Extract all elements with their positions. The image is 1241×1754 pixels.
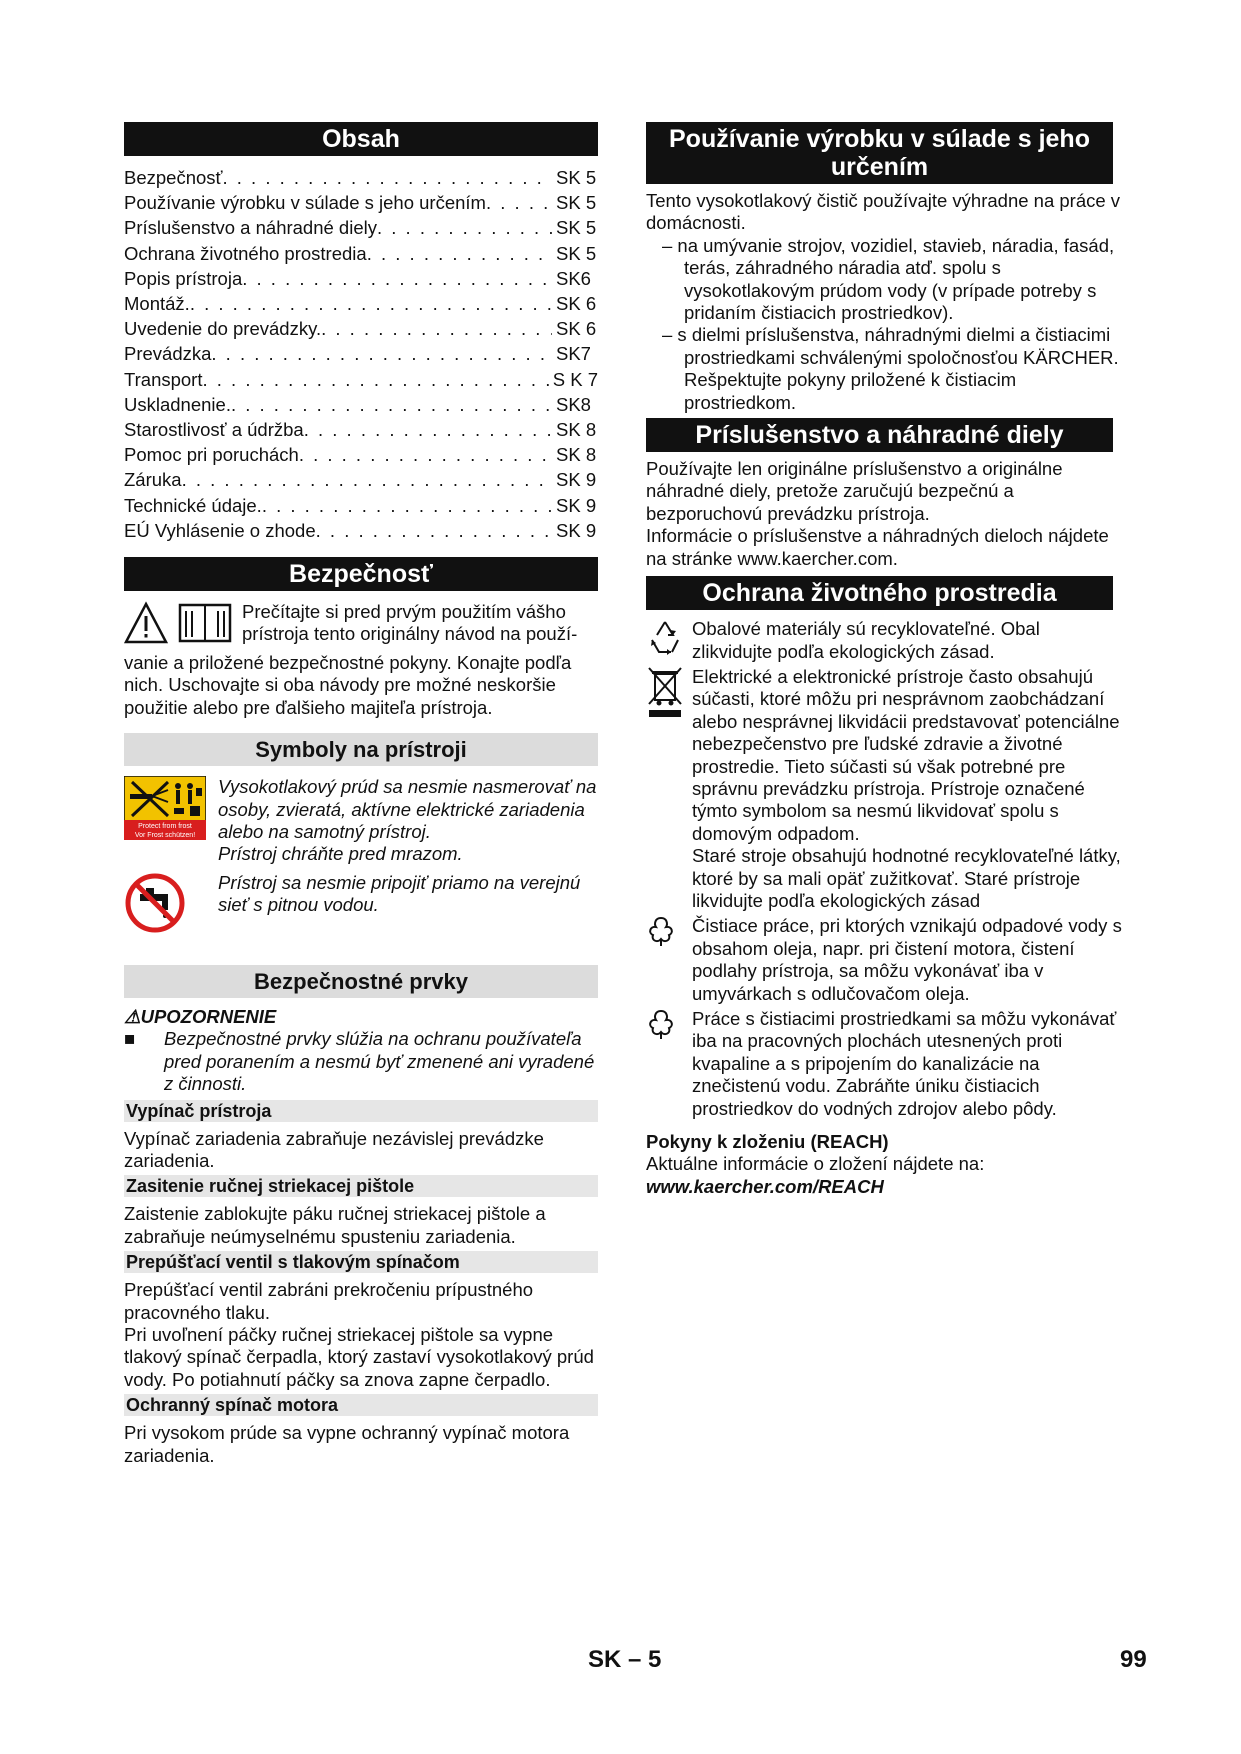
intended-use-item-2: – s dielmi príslušenstva, náhradnými dielmi a čistiacimi prostriedkami schválenými spoločnosťou KÄRCHER. Rešpektujte pokyny priložené k čistiacim prostriedkom. — [662, 324, 1119, 413]
symbols-heading: Symboly na prístroji — [124, 733, 598, 766]
toc-entry[interactable] — [124, 417, 598, 442]
weee-text: Elektrické a elektronické prístroje často obsahujú súčasti, ktoré môžu pri nesprávnom zaobchádzaní alebo nesprávnej likvidácii predstavovať potenciálne nebezpečenstvo pre ľudské zdravie a životné prostredie. Tieto súčasti sú však potrebné pre správnu prevádzku prístroja. Prístroje označené týmto symbolom sa nesmú likvidovať spolu s domovým odpadom. — [692, 665, 1120, 844]
weee-row — [646, 666, 1124, 912]
toc-entry[interactable] — [124, 241, 598, 266]
toc-leader-dots — [299, 442, 552, 467]
reach-heading: Pokyny k zloženiu (REACH) — [646, 1131, 889, 1153]
frost-warning-text: Prístroj chráňte pred mrazom. — [218, 843, 463, 865]
symbol-jet-row — [124, 776, 598, 866]
manual-book-icon — [180, 605, 230, 641]
jet-warning-text: Vysokotlakový prúd sa nesmie nasmerovať na osoby, zvieratá, aktívne elektrické zariadenia alebo na samotný prístroj. — [218, 776, 597, 843]
protect-de-text: Vor Frost schützen! — [134, 832, 196, 840]
toc-entry-page: SK 6 — [556, 293, 597, 315]
right-column — [646, 122, 1124, 1198]
environment-heading: Ochrana životného prostredia — [646, 576, 1113, 610]
toc-entry[interactable] — [124, 442, 598, 467]
toc-entry-page: SK8 — [556, 393, 591, 415]
toc-leader-dots — [262, 493, 552, 518]
toc-entry-label: Starostlivosť a údržba — [124, 419, 304, 441]
toc-entry[interactable] — [124, 266, 598, 291]
toc-entry-label: EÚ Vyhlásenie o zhode — [124, 519, 316, 541]
toc-entry[interactable] — [124, 190, 598, 215]
toc-entry[interactable] — [124, 367, 598, 392]
toc-entry-page: SK 5 — [556, 242, 597, 264]
toc-entry-page: SK 5 — [556, 167, 597, 188]
toc-entry[interactable] — [124, 493, 598, 518]
toc-entry[interactable] — [124, 165, 598, 190]
safety-intro — [124, 601, 598, 719]
toc-entry-label: Uvedenie do prevádzky. — [124, 318, 322, 340]
toc-entry-label: Montáž. — [124, 293, 190, 315]
toc-leader-dots — [182, 467, 552, 492]
toc-heading: Obsah — [124, 122, 598, 156]
recycle-row — [646, 618, 1124, 663]
safety-intro-line1: Prečítajte si pred prvým použitím vášho — [242, 601, 566, 623]
safety-intro-line2: prístroja tento originálny návod na použí- — [242, 623, 578, 645]
toc-entry[interactable] — [124, 518, 598, 543]
water-warning-text: Prístroj sa nesmie pripojiť priamo na verejnú sieť s pitnou vodou. — [218, 871, 581, 916]
toc-leader-dots — [486, 190, 552, 215]
toc-entry-label: Popis prístroja — [124, 267, 243, 289]
toc-entry[interactable] — [124, 467, 598, 492]
toc-entry-label: Transport — [124, 368, 203, 390]
intended-use-heading: Používanie výrobku v súlade s jeho určením — [646, 122, 1113, 184]
toc-entry-page: SK 9 — [556, 469, 597, 491]
toc-entry-label: Záruka — [124, 469, 182, 491]
toc-entry-label: Technické údaje. — [124, 494, 262, 516]
valve-heading: Prepúšťací ventil s tlakovým spínačom — [124, 1251, 598, 1273]
oil-text: Čistiace práce, pri ktorých vznikajú odpadové vody s obsahom oleja, napr. pri čistení motora, čistení podlahy prístroja, sa môžu vykonávať iba v umyvárkach s odlučovačom oleja. — [692, 915, 1122, 1004]
toc-entry-page: SK 8 — [556, 444, 597, 466]
warning-small-icon: ⚠ — [124, 1005, 141, 1027]
toc-entry-label: Príslušenstvo a náhradné diely — [124, 217, 377, 239]
toc-entry-page: SK 9 — [556, 494, 597, 516]
no-spray-at-people-icon — [124, 776, 206, 840]
toc-entry-page: SK6 — [556, 267, 591, 289]
toc-entry-page: SK 5 — [556, 217, 597, 239]
detergent-text: Práce s čistiacimi prostriedkami sa môžu vykonávať iba na pracovných plochách utesnených proti kvapaline a s pripojením do kanalizácie na znečistenú vodu. Zabráňte úniku čistiacich prostriedkov do vodných zdrojov alebo pôdy. — [692, 1008, 1117, 1119]
toc-leader-dots — [222, 165, 552, 190]
jet-frost-label — [124, 776, 218, 845]
toc-entry[interactable] — [124, 215, 598, 240]
accessories-heading: Príslušenstvo a náhradné diely — [646, 418, 1113, 452]
toc-leader-dots — [202, 367, 548, 392]
safety-heading: Bezpečnosť — [124, 557, 598, 591]
valve-text-1: Prepúšťací ventil zabráni prekročeniu prípustného pracovného tlaku. — [124, 1279, 534, 1323]
toc-entry[interactable] — [124, 316, 598, 341]
recycling-icon — [646, 618, 684, 656]
oil-water-hint-icon — [646, 915, 676, 947]
motor-text: Pri vysokom prúde sa vypne ochranný vypínač motora zariadenia. — [124, 1422, 570, 1466]
toc-entry-page: S K 7 — [552, 368, 598, 390]
toc-entry[interactable] — [124, 341, 598, 366]
old-devices-text: Staré stroje obsahujú hodnotné recyklovateľné látky, ktoré by sa mali opäť zužitkovať. Staré prístroje likvidujte podľa ekologických zásad — [692, 845, 1121, 911]
motor-heading: Ochranný spínač motora — [124, 1394, 598, 1416]
toc-entry[interactable] — [124, 291, 598, 316]
toc-leader-dots — [377, 215, 552, 240]
accessories-text-1: Používajte len originálne príslušenstvo a originálne náhradné diely, pretože zaručujú bezpečnú a bezporuchovú prevádzku prístroja. — [646, 458, 1063, 524]
symbol-water-row — [124, 872, 598, 939]
toc-leader-dots — [231, 392, 552, 417]
toc-leader-dots — [242, 266, 552, 291]
toc-entry-page: SK 5 — [556, 192, 597, 214]
warning-label-row — [124, 1006, 598, 1028]
square-bullet-icon: ■ — [124, 1028, 136, 1050]
safety-icons — [124, 601, 242, 652]
toc-entry-label: Bezpečnosť — [124, 167, 223, 188]
toc-leader-dots — [190, 291, 552, 316]
toc-entry-page: SK 9 — [556, 519, 597, 541]
accessories-text-2: Informácie o príslušenstve a náhradných dieloch nájdete na stránke www.kaercher.com. — [646, 525, 1109, 569]
reach-text: Aktuálne informácie o zložení nájdete na: — [646, 1153, 985, 1175]
crossed-bin-icon — [646, 666, 684, 720]
toc-leader-dots — [211, 341, 552, 366]
gun-lock-heading: Zasitenie ručnej striekacej pištole — [124, 1175, 598, 1197]
toc-entry-label: Používanie výrobku v súlade s jeho určením — [124, 192, 486, 214]
valve-text-2: Pri uvoľnení páčky ručnej striekacej pištole sa vypne tlakový spínač čerpadla, ktorý zastaví vysokotlakový prúd vody. Po potiahnutí páčky sa znova zapne čerpadlo. — [124, 1323, 594, 1390]
page-number: 99 — [1120, 1646, 1147, 1673]
warning-text: Bezpečnostné prvky slúžia na ochranu používateľa pred poranením a nesmú byť zmenené ani vyradené z činnosti. — [164, 1028, 595, 1095]
recycle-text: Obalové materiály sú recyklovateľné. Obal zlikvidujte podľa ekologických zásad. — [692, 618, 1040, 662]
detergent-hint-icon — [646, 1008, 676, 1040]
toc-leader-dots — [316, 518, 552, 543]
warning-bullet — [124, 1028, 598, 1095]
detergent-row — [646, 1008, 1124, 1120]
toc-list — [124, 165, 598, 543]
safety-devices-heading: Bezpečnostné prvky — [124, 965, 598, 998]
reach-link[interactable]: www.kaercher.com/REACH — [646, 1175, 884, 1197]
warning-triangle-icon — [124, 601, 240, 647]
toc-entry-page: SK 6 — [556, 318, 597, 340]
toc-entry-label: Ochrana životného prostredia — [124, 242, 367, 264]
intended-use-intro: Tento vysokotlakový čistič používajte výhradne na práce v domácnosti. — [646, 190, 1121, 234]
toc-leader-dots — [367, 241, 552, 266]
warning-label: UPOZORNENIE — [140, 1005, 277, 1027]
toc-leader-dots — [304, 417, 552, 442]
toc-entry-label: Prevádzka — [124, 343, 212, 365]
toc-entry-page: SK 8 — [556, 419, 597, 441]
toc-entry-page: SK7 — [556, 343, 591, 365]
switch-heading: Vypínač prístroja — [124, 1100, 598, 1122]
toc-entry[interactable] — [124, 392, 598, 417]
intended-use-item-1: – na umývanie strojov, vozidiel, stavieb, náradia, fasád, terás, záhradného náradia atď. spolu s vysokotlakovým prúdom vody (v prípade potreby s pridaním čistiacich prostriedkov). — [662, 234, 1115, 324]
safety-intro-rest: vanie a priložené bezpečnostné pokyny. Konajte podľa nich. Uschovajte si oba návody pre možné neskoršie použitie alebo pre ďalšieho majiteľa prístroja. — [124, 652, 572, 718]
protect-en-text: Protect from frost — [138, 823, 192, 831]
switch-text: Vypínač zariadenia zabraňuje nezávislej prevádzke zariadenia. — [124, 1127, 544, 1171]
toc-leader-dots — [321, 316, 552, 341]
oil-row — [646, 915, 1124, 1005]
toc-entry-label: Pomoc pri poruchách — [124, 444, 299, 466]
gun-lock-text: Zaistenie zablokujte páku ručnej striekacej pištole a zabraňuje neúmyselnému spusteniu zariadenia. — [124, 1203, 546, 1247]
section-page-number: SK – 5 — [588, 1646, 662, 1673]
toc-entry-label: Uskladnenie. — [124, 393, 231, 415]
left-column — [124, 122, 598, 1467]
no-drinking-water-connection-icon — [124, 872, 186, 934]
